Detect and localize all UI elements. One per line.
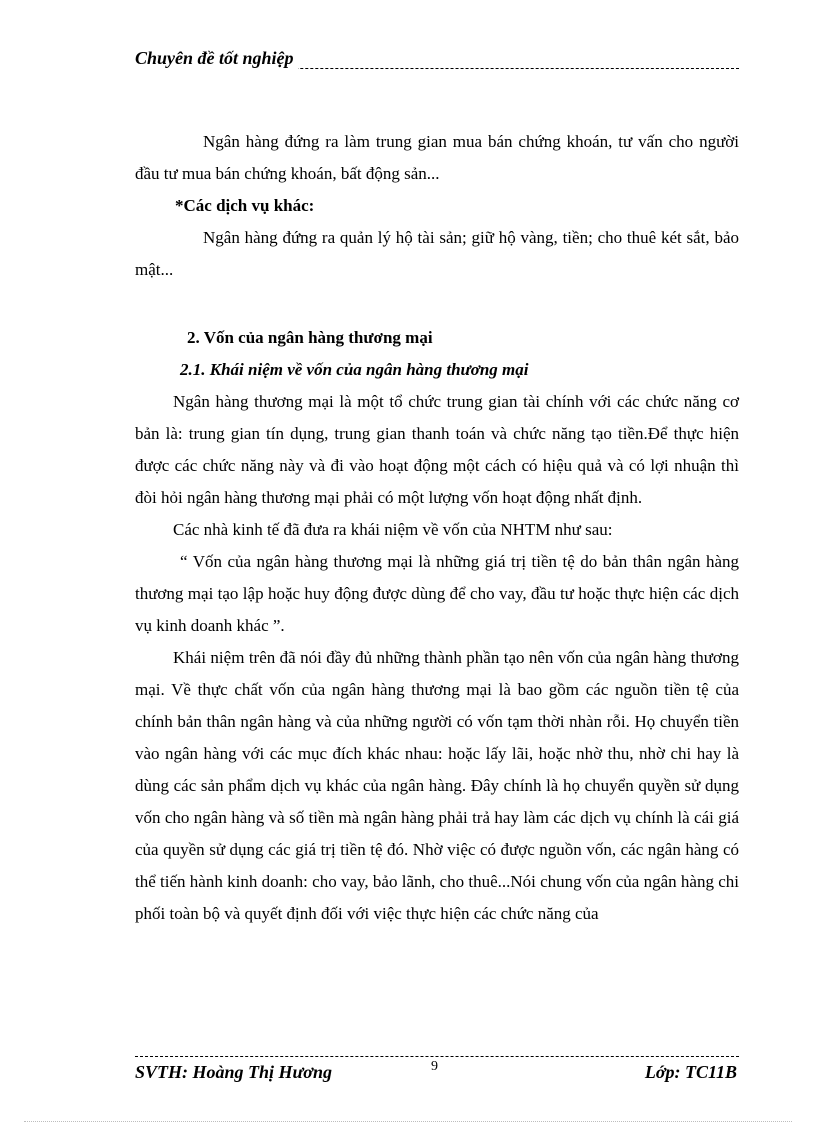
spacer (135, 286, 739, 322)
paragraph-capital-definition-quote: “ Vốn của ngân hàng thương mại là những giá trị tiền tệ do bản thân ngân hàng thương mại tạo lập hoặc huy động được dùng để cho vay, đầu tư hoặc thực hiện các dịch vụ kinh doanh khác ”. (135, 552, 739, 635)
header-title: Chuyên đề tốt nghiệp (135, 48, 298, 69)
section-heading-capital: 2. Vốn của ngân hàng thương mại (187, 328, 433, 347)
footer-class: Lớp: TC11B (644, 1062, 737, 1082)
page-number: 9 (431, 1059, 438, 1074)
paragraph-other-services: Ngân hàng đứng ra quản lý hộ tài sản; giữ hộ vàng, tiền; cho thuê két sắt, bảo mật... (135, 228, 739, 279)
footer-dashed-rule (135, 1056, 739, 1057)
page-header (135, 48, 739, 74)
paragraph-bank-functions: Ngân hàng thương mại là một tổ chức trung gian tài chính với các chức năng cơ bản là: trung gian tín dụng, trung gian thanh toán và chức năng tạo tiền.Để thực hiện được các chức năng này và đi vào hoạt động một cách có hiệu quả và có lợi nhuận thì đòi hỏi ngân hàng thương mại phải có một lượng vốn hoạt động nhất định. (135, 392, 739, 507)
page-bottom-dotted-edge (24, 1121, 792, 1122)
footer-author: SVTH: Hoàng Thị Hương (135, 1062, 332, 1082)
paragraph-securities-brokerage: Ngân hàng đứng ra làm trung gian mua bán chứng khoán, tư vấn cho người đầu tư mua bán chứng khoán, bất động sản... (135, 132, 739, 183)
paragraph-capital-explanation: Khái niệm trên đã nói đầy đủ những thành phần tạo nên vốn của ngân hàng thương mại. Về thực chất vốn của ngân hàng thương mại là bao gồm các nguồn tiền tệ của chính bản thân ngân hàng và của những người có vốn tạm thời nhàn rỗi. Họ chuyển tiền vào ngân hàng với các mục đích khác nhau: hoặc lấy lãi, hoặc nhờ thu, nhờ chi hay là dùng các sản phẩm dịch vụ khác của ngân hàng. Đây chính là họ chuyển quyền sử dụng vốn cho ngân hàng và số tiền mà ngân hàng phải trả hay làm các dịch vụ chính là cái giá của quyền sử dụng các giá trị tiền tệ đó. Nhờ việc có được nguồn vốn, các ngân hàng có thể tiến hành kinh doanh: cho vay, bảo lãnh, cho thuê...Nói chung vốn của ngân hàng chi phối toàn bộ và quyết định đối với việc thực hiện các chức năng của (135, 648, 739, 923)
subsection-heading-capital-concept: 2.1. Khái niệm về vốn của ngân hàng thương mại (180, 360, 529, 379)
page-footer (135, 1050, 739, 1090)
paragraph-economists-intro: Các nhà kinh tế đã đưa ra khái niệm về vốn của NHTM như sau: (173, 520, 613, 539)
page-body (135, 126, 739, 930)
heading-other-services: *Các dịch vụ khác: (175, 196, 315, 215)
